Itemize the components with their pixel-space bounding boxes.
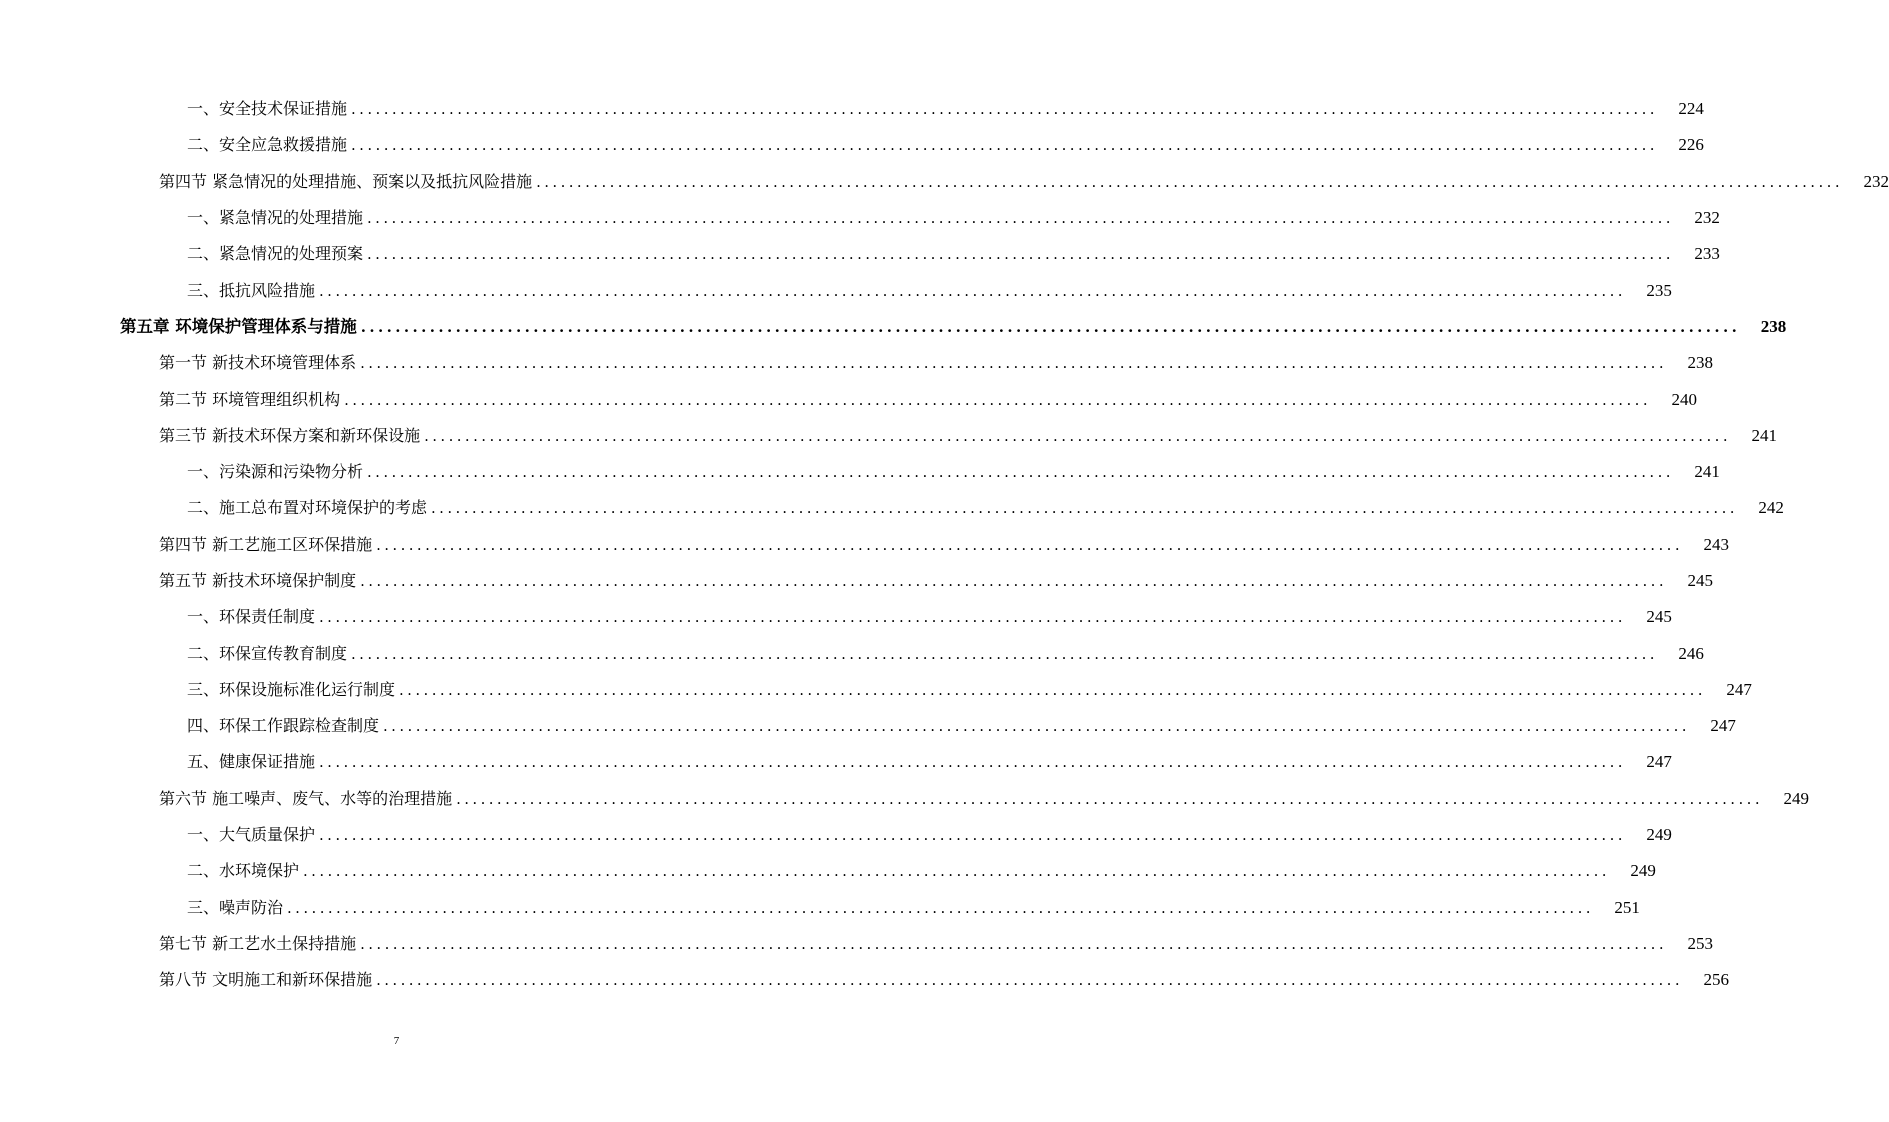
toc-dot-leader: ................................................................................................................................................................: [383, 717, 1690, 736]
toc-entry-title: 二、施工总布置对环境保护的考虑: [187, 498, 428, 518]
toc-dot-leader: ................................................................................................................................................................: [351, 100, 1658, 119]
toc-entry[interactable]: [0, 781, 1809, 817]
toc-entry-page-number: 256: [1703, 970, 1729, 990]
toc-entry-title: 第三节 新技术环保方案和新环保设施: [159, 425, 421, 445]
toc-entry-title: 第二节 环境管理组织机构: [159, 389, 341, 409]
toc-dot-leader: ................................................................................................................................................................: [287, 898, 1594, 917]
toc-entry-page-number: 249: [1646, 825, 1672, 845]
toc-entry-title: 第七节 新工艺水土保持措施: [159, 933, 357, 953]
toc-dot-leader: ................................................................................................................................................................: [376, 971, 1683, 990]
toc-entry-page-number: 251: [1614, 897, 1640, 917]
toc-entry[interactable]: [0, 272, 1672, 308]
toc-entry-title: 一、大气质量保护: [187, 825, 316, 845]
toc-entry[interactable]: [0, 744, 1672, 780]
toc-entry[interactable]: [0, 490, 1784, 526]
page-number: 7: [393, 1035, 400, 1047]
toc-entry-page-number: 238: [1760, 316, 1787, 336]
toc-dot-leader: ................................................................................................................................................................: [367, 463, 1674, 482]
toc-entry-title: 一、紧急情况的处理措施: [187, 208, 364, 228]
toc-entry-page-number: 241: [1751, 425, 1777, 445]
toc-entry-title: 三、噪声防治: [187, 897, 284, 917]
toc-entry-title: 第八节 文明施工和新环保措施: [159, 970, 373, 990]
toc-dot-leader: ................................................................................................................................................................: [536, 172, 1843, 191]
toc-dot-leader: ................................................................................................................................................................: [456, 789, 1763, 808]
toc-dot-leader: ................................................................................................................................................................: [351, 136, 1658, 155]
toc-entry-page-number: 246: [1678, 643, 1704, 663]
toc-entry-page-number: 235: [1646, 280, 1672, 300]
toc-entry-title: 一、环保责任制度: [187, 607, 316, 627]
toc-entry[interactable]: [0, 962, 1729, 998]
toc-entry-title: 第五节 新技术环境保护制度: [159, 571, 357, 590]
toc-entry-title: 二、紧急情况的处理预案: [187, 244, 364, 264]
toc-entry[interactable]: [0, 345, 1713, 381]
toc-entry-page-number: 247: [1726, 679, 1752, 699]
toc-entry[interactable]: [0, 127, 1704, 163]
toc-entry-page-number: 249: [1783, 788, 1809, 808]
toc-dot-leader: ................................................................................................................................................................: [360, 317, 1741, 336]
toc-entry[interactable]: [0, 599, 1672, 635]
toc-entry[interactable]: [0, 309, 1787, 345]
toc-entry-page-number: 243: [1703, 534, 1729, 554]
toc-entry[interactable]: [0, 91, 1704, 127]
toc-dot-leader: ................................................................................................................................................................: [344, 390, 1651, 409]
toc-entry-page-number: 240: [1671, 389, 1697, 409]
toc-entry-title: 第四节 紧急情况的处理措施、预案以及抵抗风险措施: [159, 171, 533, 191]
toc-entry-title: 五、健康保证措施: [187, 752, 316, 772]
toc-entry[interactable]: [0, 381, 1697, 417]
toc-dot-leader: ................................................................................................................................................................: [319, 753, 1626, 772]
toc-dot-leader: ................................................................................................................................................................: [351, 644, 1658, 663]
toc-entry-title: 二、水环境保护: [187, 861, 300, 881]
toc-entry-title: 二、安全应急救援措施: [187, 135, 348, 155]
toc-entry-title: 四、环保工作跟踪检查制度: [187, 716, 380, 736]
toc-entry-page-number: 253: [1687, 933, 1713, 953]
toc-entry-title: 第一节 新技术环境管理体系: [159, 353, 357, 373]
toc-entry[interactable]: [0, 418, 1777, 454]
toc-entry-page-number: 247: [1646, 752, 1672, 772]
toc-entry-page-number: 238: [1687, 353, 1713, 373]
toc-dot-leader: ................................................................................................................................................................: [431, 499, 1738, 518]
toc-entry-page-number: 226: [1678, 135, 1704, 155]
toc-dot-leader: ................................................................................................................................................................: [319, 608, 1626, 627]
toc-entry-title: 一、安全技术保证措施: [187, 99, 348, 119]
toc-dot-leader: ................................................................................................................................................................: [319, 826, 1626, 845]
toc-entry[interactable]: [0, 527, 1729, 563]
toc-entry[interactable]: [0, 200, 1720, 236]
toc-entry[interactable]: [0, 164, 1889, 200]
toc-entry-page-number: 224: [1678, 99, 1704, 119]
toc-entry-page-number: 242: [1758, 498, 1784, 518]
toc-entry-page-number: 232: [1694, 208, 1720, 228]
toc-entry-page-number: 232: [1863, 171, 1889, 191]
toc-entry[interactable]: [0, 454, 1720, 490]
toc-entry-title: 二、环保宣传教育制度: [187, 643, 348, 663]
toc-entry-title: 第六节 施工噪声、废气、水等的治理措施: [159, 788, 453, 808]
toc-entry-title: 一、污染源和污染物分析: [187, 462, 364, 482]
toc-entry[interactable]: [0, 853, 1656, 889]
toc-entry-page-number: 249: [1630, 861, 1656, 881]
toc-entry[interactable]: [0, 563, 1713, 599]
toc-entry-page-number: 245: [1646, 607, 1672, 627]
toc-entry[interactable]: [0, 236, 1720, 272]
toc-entry[interactable]: [0, 926, 1713, 962]
toc-entry-page-number: 233: [1694, 244, 1720, 264]
toc-dot-leader: ................................................................................................................................................................: [367, 245, 1674, 264]
toc-dot-leader: ................................................................................................................................................................: [360, 934, 1667, 953]
toc-dot-leader: ................................................................................................................................................................: [303, 862, 1610, 881]
toc-entry[interactable]: [0, 817, 1672, 853]
toc-dot-leader: ................................................................................................................................................................: [360, 572, 1667, 590]
toc-dot-leader: ................................................................................................................................................................: [399, 680, 1706, 699]
toc-entry-page-number: 245: [1687, 571, 1713, 590]
toc-entry-page-number: 247: [1710, 716, 1736, 736]
toc-entry[interactable]: [0, 635, 1704, 671]
toc-entry-title: 第四节 新工艺施工区环保措施: [159, 534, 373, 554]
toc-dot-leader: ................................................................................................................................................................: [424, 426, 1731, 445]
toc-entry[interactable]: [0, 708, 1736, 744]
toc-entry[interactable]: [0, 890, 1640, 926]
toc-dot-leader: ................................................................................................................................................................: [360, 354, 1667, 373]
toc-entry-title: 第五章 环境保护管理体系与措施: [120, 316, 357, 336]
toc-dot-leader: ................................................................................................................................................................: [319, 281, 1626, 300]
toc-entry[interactable]: [0, 672, 1752, 708]
toc-dot-leader: ................................................................................................................................................................: [376, 535, 1683, 554]
toc-entry-title: 三、抵抗风险措施: [187, 280, 316, 300]
toc-entry-title: 三、环保设施标准化运行制度: [187, 679, 396, 699]
table-of-contents: [0, 91, 1889, 998]
toc-entry-page-number: 241: [1694, 462, 1720, 482]
toc-dot-leader: ................................................................................................................................................................: [367, 209, 1674, 228]
